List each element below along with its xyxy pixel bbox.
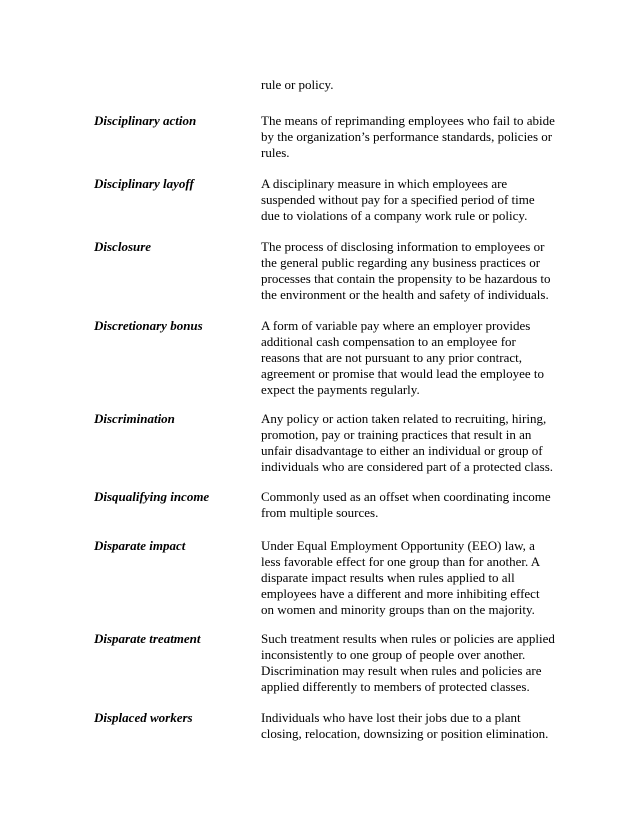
definition-line: reasons that are not pursuant to any prior contract, xyxy=(261,350,522,365)
definition-line: inconsistently to one group of people over another. xyxy=(261,647,526,662)
glossary-definition xyxy=(261,113,561,161)
continued-definition: rule or policy. xyxy=(261,77,334,92)
glossary-term: Discretionary bonus xyxy=(94,318,203,333)
definition-line: rules. xyxy=(261,145,290,160)
definition-line: the environment or the health and safety of individuals. xyxy=(261,287,549,302)
glossary-term: Disciplinary action xyxy=(94,113,197,128)
glossary-definition xyxy=(261,411,561,475)
definition-line: promotion, pay or training practices that result in an xyxy=(261,427,532,442)
definition-line: processes that contain the propensity to be hazardous to xyxy=(261,271,551,286)
glossary-definition xyxy=(261,239,561,303)
definition-line: A form of variable pay where an employer provides xyxy=(261,318,531,333)
definition-line: A disciplinary measure in which employees are xyxy=(261,176,508,191)
definition-line: unfair disadvantage to either an individual or group of xyxy=(261,443,543,458)
definition-line: applied differently to members of protected classes. xyxy=(261,679,530,694)
glossary-definition xyxy=(261,176,561,224)
definition-line: agreement or promise that would lead the employee to xyxy=(261,366,545,381)
glossary-definition xyxy=(261,538,561,618)
glossary-term: Disparate impact xyxy=(94,538,186,553)
definition-line: The means of reprimanding employees who fail to abide xyxy=(261,113,555,128)
definition-line: Any policy or action taken related to recruiting, hiring, xyxy=(261,411,547,426)
definition-line: Such treatment results when rules or policies are applied xyxy=(261,631,555,646)
glossary-term: Displaced workers xyxy=(94,710,193,725)
definition-line: less favorable effect for one group than for another. A xyxy=(261,554,541,569)
glossary-term: Disqualifying income xyxy=(94,489,210,504)
definition-line: individuals who are considered part of a protected class. xyxy=(261,459,554,474)
definition-line: Commonly used as an offset when coordinating income xyxy=(261,489,551,504)
definition-line: expect the payments regularly. xyxy=(261,382,420,397)
definition-line: Under Equal Employment Opportunity (EEO) law, a xyxy=(261,538,535,553)
definition-line: Discrimination may result when rules and policies are xyxy=(261,663,542,678)
definition-line: suspended without pay for a specified period of time xyxy=(261,192,535,207)
definition-line: employees have a different and more inhibiting effect xyxy=(261,586,540,601)
definition-line: by the organization’s performance standards, policies or xyxy=(261,129,553,144)
definition-line: due to violations of a company work rule or policy. xyxy=(261,208,528,223)
glossary-definition xyxy=(261,318,561,398)
definition-line: Individuals who have lost their jobs due to a plant xyxy=(261,710,521,725)
definition-line: the general public regarding any business practices or xyxy=(261,255,541,270)
glossary-term: Disclosure xyxy=(94,239,152,254)
glossary-term: Disparate treatment xyxy=(94,631,201,646)
glossary-term: Disciplinary layoff xyxy=(94,176,194,191)
definition-line: additional cash compensation to an employee for xyxy=(261,334,516,349)
glossary-definition xyxy=(261,489,561,521)
glossary-term: Discrimination xyxy=(94,411,175,426)
definition-line: The process of disclosing information to employees or xyxy=(261,239,545,254)
glossary-definition xyxy=(261,710,561,742)
glossary-definition xyxy=(261,631,561,695)
definition-line: from multiple sources. xyxy=(261,505,379,520)
definition-line: disparate impact results when rules applied to all xyxy=(261,570,515,585)
definition-line: closing, relocation, downsizing or position elimination. xyxy=(261,726,549,741)
definition-line: on women and minority groups than on the majority. xyxy=(261,602,535,617)
